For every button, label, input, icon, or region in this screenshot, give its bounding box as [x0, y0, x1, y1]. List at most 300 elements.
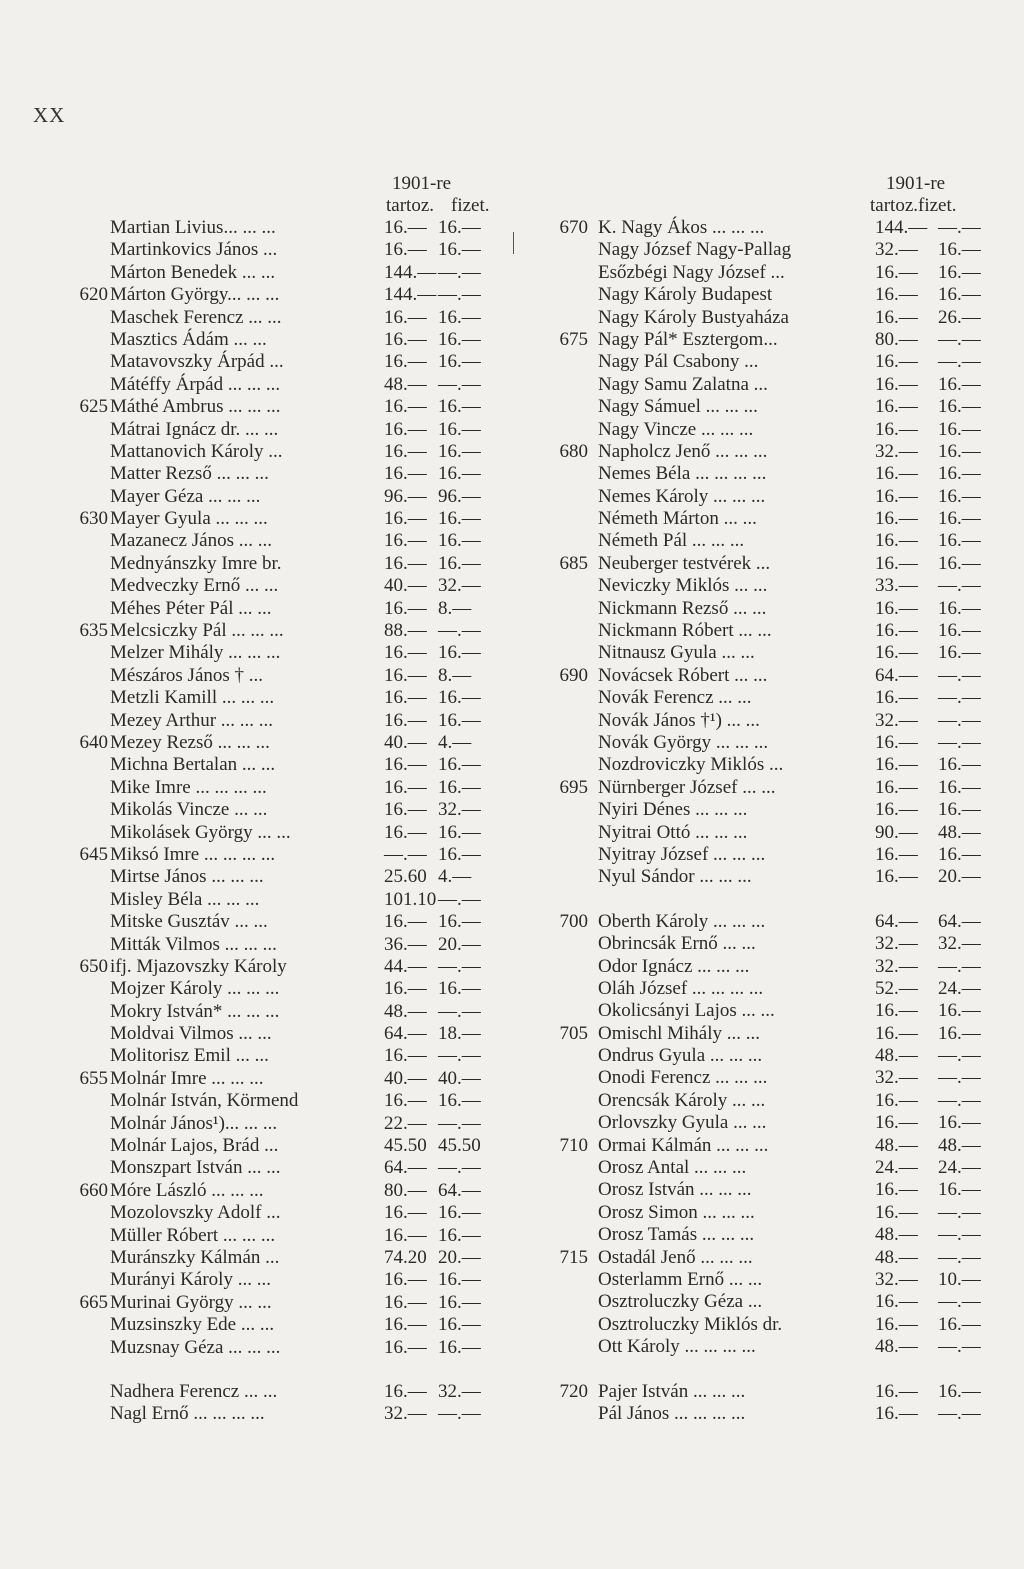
section-gap [552, 889, 992, 911]
entry-number: 655 [79, 1067, 108, 1089]
table-row [552, 1336, 992, 1358]
table-row [552, 732, 992, 754]
amount-paid: 8.— [438, 597, 472, 619]
amount-due: 16.— [875, 754, 918, 776]
table-row [76, 486, 496, 508]
member-name: Pajer István ... ... ... [598, 1380, 746, 1402]
member-name: Orosz Antal ... ... ... [598, 1157, 747, 1179]
header-year: 1901-re [886, 173, 946, 194]
amount-due: 16.— [384, 396, 427, 418]
member-name: Móre László ... ... ... [110, 1179, 264, 1201]
table-row [552, 239, 992, 261]
amount-due: 40.— [384, 731, 427, 753]
member-name: Nagl Ernő ... ... ... ... [110, 1403, 265, 1425]
right-entry-list [552, 217, 992, 1425]
amount-due: 16.— [384, 1291, 427, 1313]
amount-paid: 16.— [438, 687, 481, 709]
amount-paid: —.— [938, 687, 981, 709]
table-row [76, 1113, 496, 1135]
table-row [552, 1000, 992, 1022]
amount-paid: —.— [938, 1045, 981, 1067]
amount-paid: —.— [938, 664, 981, 686]
amount-paid: 16.— [438, 239, 481, 261]
entry-number: 630 [79, 508, 108, 530]
table-row [76, 351, 496, 373]
amount-due: 16.— [384, 1202, 427, 1224]
amount-paid: 26.— [938, 306, 981, 328]
table-row [76, 1337, 496, 1359]
table-row [76, 822, 496, 844]
amount-due: 16.— [384, 530, 427, 552]
table-row [76, 1068, 496, 1090]
amount-due: 16.— [384, 1336, 427, 1358]
amount-paid: 16.— [938, 1112, 981, 1134]
amount-due: 22.— [384, 1112, 427, 1134]
table-row [552, 396, 992, 418]
amount-due: 16.— [384, 1045, 427, 1067]
header-fizet: fizet. [451, 195, 490, 216]
table-row [76, 1023, 496, 1045]
amount-due: 16.— [384, 597, 427, 619]
member-name: Orencsák Károly ... ... [598, 1089, 766, 1111]
amount-paid: 16.— [938, 642, 981, 664]
member-name: Okolicsányi Lajos ... ... [598, 1000, 775, 1022]
amount-due: 32.— [384, 1403, 427, 1425]
table-row [76, 262, 496, 284]
amount-due: 16.— [384, 1090, 427, 1112]
table-row [76, 329, 496, 351]
amount-paid: 48.— [938, 821, 981, 843]
member-name: Martian Livius... ... ... [110, 217, 276, 238]
amount-due: 16.— [875, 597, 918, 619]
amount-paid: 16.— [438, 463, 481, 485]
member-name: Oberth Károly ... ... ... [598, 910, 766, 932]
table-row [76, 1314, 496, 1336]
amount-due: 16.— [875, 351, 918, 373]
table-row [76, 1180, 496, 1202]
member-name: Mattanovich Károly ... [110, 440, 283, 462]
amount-due: 16.— [384, 508, 427, 530]
member-name: Masztics Ádám ... ... [110, 328, 267, 350]
member-name: Molnár János¹)... ... ... [110, 1112, 278, 1134]
amount-due: 90.— [875, 821, 918, 843]
member-name: Mayer Géza ... ... ... [110, 485, 261, 507]
amount-due: 44.— [384, 955, 427, 977]
amount-paid: —.— [938, 1402, 981, 1424]
table-row [76, 866, 496, 888]
amount-due: 16.— [875, 373, 918, 395]
table-row [76, 911, 496, 933]
table-row [76, 799, 496, 821]
amount-paid: 16.— [938, 1313, 981, 1335]
entry-number: 620 [79, 284, 108, 306]
amount-paid: 24.— [938, 1157, 981, 1179]
amount-due: 88.— [384, 620, 427, 642]
table-row [76, 1135, 496, 1157]
amount-paid: 18.— [438, 1023, 481, 1045]
amount-due: 144.— [384, 284, 437, 306]
member-name: Márton Benedek ... ... [110, 261, 276, 283]
table-row [76, 598, 496, 620]
amount-paid: 16.— [438, 1224, 481, 1246]
left-column-header [76, 173, 496, 217]
table-row [552, 419, 992, 441]
amount-due: 16.— [875, 1313, 918, 1335]
amount-due: 16.— [384, 799, 427, 821]
amount-due: 16.— [875, 1291, 918, 1313]
amount-paid: 10.— [938, 1268, 981, 1290]
amount-due: 144.— [384, 261, 437, 283]
amount-paid: 16.— [438, 530, 481, 552]
amount-due: 32.— [875, 440, 918, 462]
member-name: Ormai Kálmán ... ... ... [598, 1134, 769, 1156]
amount-due: 16.— [384, 351, 427, 373]
member-name: Németh Pál ... ... ... [598, 530, 745, 552]
amount-paid: 16.— [938, 530, 981, 552]
table-row [76, 463, 496, 485]
amount-paid: 16.— [938, 261, 981, 283]
amount-due: 16.— [875, 1402, 918, 1424]
amount-paid: 16.— [938, 485, 981, 507]
right-column [552, 173, 992, 1425]
amount-due: 16.— [875, 687, 918, 709]
amount-due: 32.— [875, 1067, 918, 1089]
table-row [552, 822, 992, 844]
amount-paid: 16.— [938, 239, 981, 261]
table-row [552, 1381, 992, 1403]
entry-number: 715 [559, 1246, 588, 1268]
amount-due: 16.— [875, 1179, 918, 1201]
amount-due: 16.— [875, 1201, 918, 1223]
amount-due: 16.— [384, 418, 427, 440]
amount-paid: 16.— [938, 776, 981, 798]
member-name: Mokry István* ... ... ... [110, 1000, 280, 1022]
amount-paid: 16.— [438, 843, 481, 865]
amount-due: 16.— [875, 642, 918, 664]
table-row [552, 1202, 992, 1224]
amount-paid: 16.— [938, 440, 981, 462]
amount-paid: 20.— [438, 933, 481, 955]
table-row [552, 1314, 992, 1336]
amount-due: 32.— [875, 955, 918, 977]
entry-number: 690 [559, 664, 588, 686]
table-row [76, 217, 496, 239]
table-row [552, 1157, 992, 1179]
amount-paid: 16.— [938, 843, 981, 865]
member-name: Monszpart István ... ... [110, 1157, 281, 1179]
amount-due: 16.— [384, 978, 427, 1000]
amount-due: 16.— [384, 239, 427, 261]
amount-paid: 16.— [938, 1022, 981, 1044]
amount-paid: —.— [438, 1112, 481, 1134]
amount-due: 24.— [875, 1157, 918, 1179]
member-name: Nagy Pál* Esztergom... [598, 328, 778, 350]
amount-paid: 16.— [438, 754, 481, 776]
amount-due: 16.— [875, 620, 918, 642]
member-name: Nemes Béla ... ... ... ... [598, 463, 767, 485]
table-row [552, 486, 992, 508]
member-name: Neuberger testvérek ... [598, 552, 771, 574]
table-row [552, 911, 992, 933]
table-row [552, 933, 992, 955]
amount-paid: —.— [438, 955, 481, 977]
amount-due: 48.— [384, 1000, 427, 1022]
table-row [552, 956, 992, 978]
table-row [552, 665, 992, 687]
amount-paid: 16.— [438, 911, 481, 933]
amount-paid: 16.— [438, 418, 481, 440]
member-name: Melcsiczky Pál ... ... ... [110, 620, 284, 642]
amount-paid: —.— [938, 955, 981, 977]
amount-due: 16.— [875, 284, 918, 306]
amount-due: 16.— [875, 776, 918, 798]
table-row [76, 1292, 496, 1314]
table-row [76, 396, 496, 418]
amount-paid: 4.— [438, 731, 472, 753]
table-row [552, 777, 992, 799]
entry-number: 635 [79, 620, 108, 642]
amount-paid: 16.— [438, 642, 481, 664]
table-row [552, 575, 992, 597]
table-row [76, 889, 496, 911]
amount-paid: 16.— [438, 709, 481, 731]
amount-paid: —.— [938, 709, 981, 731]
amount-due: 40.— [384, 1067, 427, 1089]
member-name: Orlovszky Gyula ... ... [598, 1112, 767, 1134]
entry-number: 645 [79, 843, 108, 865]
member-name: Máthé Ambrus ... ... ... [110, 396, 281, 418]
member-name: Muzsinszky Ede ... ... [110, 1314, 275, 1336]
section-gap [552, 1359, 992, 1381]
amount-due: 16.— [384, 306, 427, 328]
header-year: 1901-re [392, 173, 452, 194]
amount-paid: 16.— [938, 1380, 981, 1402]
member-name: Nagy Samu Zalatna ... [598, 373, 768, 395]
amount-due: 16.— [384, 754, 427, 776]
amount-due: 101.10 [384, 888, 437, 910]
amount-paid: 64.— [938, 910, 981, 932]
amount-due: 16.— [875, 306, 918, 328]
table-row [76, 553, 496, 575]
amount-due: 16.— [875, 799, 918, 821]
table-row [552, 799, 992, 821]
table-row [552, 441, 992, 463]
table-row [552, 1112, 992, 1134]
member-name: Murányi Károly ... ... [110, 1269, 271, 1291]
member-name: Nagy Sámuel ... ... ... [598, 396, 758, 418]
amount-due: 16.— [384, 1314, 427, 1336]
amount-due: 52.— [875, 977, 918, 999]
amount-paid: 4.— [438, 866, 472, 888]
table-row [552, 710, 992, 732]
member-name: Molnár István, Körmend [110, 1090, 299, 1112]
amount-paid: —.— [438, 373, 481, 395]
entry-number: 685 [559, 552, 588, 574]
table-row [76, 575, 496, 597]
amount-due: 16.— [384, 1224, 427, 1246]
table-row [76, 1090, 496, 1112]
member-name: Osterlamm Ernő ... ... [598, 1268, 763, 1290]
amount-paid: 16.— [438, 217, 481, 238]
amount-due: 80.— [875, 328, 918, 350]
member-name: Mike Imre ... ... ... ... [110, 776, 267, 798]
table-row [552, 866, 992, 888]
table-row [552, 351, 992, 373]
amount-paid: —.— [938, 731, 981, 753]
amount-due: 16.— [875, 1380, 918, 1402]
amount-due: 48.— [875, 1246, 918, 1268]
entry-number: 675 [559, 328, 588, 350]
member-name: Mozolovszky Adolf ... [110, 1202, 281, 1224]
entry-number: 705 [559, 1022, 588, 1044]
table-row [552, 1179, 992, 1201]
amount-due: 16.— [384, 709, 427, 731]
amount-paid: —.— [438, 620, 481, 642]
amount-paid: 48.— [938, 1134, 981, 1156]
member-name: Mezey Rezső ... ... ... [110, 731, 270, 753]
member-name: Mitske Gusztáv ... ... [110, 911, 268, 933]
table-row [76, 284, 496, 306]
amount-paid: 24.— [938, 977, 981, 999]
amount-paid: 8.— [438, 664, 472, 686]
amount-paid: 16.— [938, 373, 981, 395]
amount-paid: 16.— [438, 552, 481, 574]
entry-number: 625 [79, 396, 108, 418]
table-row [552, 844, 992, 866]
member-name: Mészáros János † ... [110, 664, 264, 686]
amount-due: 16.— [875, 261, 918, 283]
table-row [552, 1247, 992, 1269]
amount-paid: —.— [938, 1089, 981, 1111]
amount-paid: —.— [938, 1067, 981, 1089]
amount-due: 16.— [384, 440, 427, 462]
member-name: Nyitray József ... ... ... [598, 843, 766, 865]
entry-number: 710 [559, 1134, 588, 1156]
member-name: Novácsek Róbert ... ... [598, 664, 768, 686]
table-row [76, 978, 496, 1000]
amount-paid: —.— [938, 1224, 981, 1246]
amount-paid: 16.— [438, 306, 481, 328]
amount-due: 16.— [875, 1112, 918, 1134]
table-row [552, 687, 992, 709]
member-name: Nickmann Rezső ... ... [598, 597, 767, 619]
table-row [552, 754, 992, 776]
member-name: Nagy Pál Csabony ... [598, 351, 759, 373]
table-row [76, 710, 496, 732]
amount-due: 45.50 [384, 1135, 427, 1157]
member-name: Neviczky Miklós ... ... [598, 575, 768, 597]
table-row [76, 441, 496, 463]
member-name: Molnár Lajos, Brád ... [110, 1135, 279, 1157]
member-name: Novák György ... ... ... [598, 731, 769, 753]
amount-due: 16.— [875, 463, 918, 485]
amount-due: 16.— [384, 911, 427, 933]
member-name: Esőzbégi Nagy József ... [598, 261, 785, 283]
amount-due: 16.— [875, 731, 918, 753]
member-name: Oláh József ... ... ... ... [598, 977, 764, 999]
member-name: Mitták Vilmos ... ... ... [110, 933, 277, 955]
table-row [76, 1157, 496, 1179]
table-row [552, 642, 992, 664]
amount-due: —.— [384, 843, 427, 865]
member-name: Mazanecz János ... ... [110, 530, 272, 552]
table-row [76, 1269, 496, 1291]
table-row [552, 262, 992, 284]
amount-paid: 64.— [438, 1179, 481, 1201]
member-name: Mezey Arthur ... ... ... [110, 709, 274, 731]
amount-paid: 16.— [938, 799, 981, 821]
amount-paid: 16.— [938, 463, 981, 485]
amount-paid: 16.— [438, 1291, 481, 1313]
amount-due: 48.— [875, 1134, 918, 1156]
table-row [552, 1269, 992, 1291]
amount-paid: 16.— [938, 597, 981, 619]
amount-paid: 16.— [438, 1336, 481, 1358]
amount-paid: 40.— [438, 1067, 481, 1089]
entry-number: 700 [559, 910, 588, 932]
member-name: Németh Márton ... ... [598, 508, 757, 530]
amount-paid: 20.— [438, 1246, 481, 1268]
member-name: Matter Rezső ... ... ... [110, 463, 269, 485]
member-name: Melzer Mihály ... ... ... [110, 642, 281, 664]
member-name: Molnár Imre ... ... ... [110, 1067, 264, 1089]
entry-number: 670 [559, 217, 588, 238]
member-name: Napholcz Jenő ... ... ... [598, 440, 768, 462]
member-name: Nitnausz Gyula ... ... [598, 642, 755, 664]
member-name: Nickmann Róbert ... ... [598, 620, 772, 642]
member-name: Osztroluczky Géza ... [598, 1291, 763, 1313]
table-row [552, 553, 992, 575]
table-row [76, 956, 496, 978]
member-name: Novák Ferencz ... ... [598, 687, 752, 709]
amount-paid: —.— [438, 1157, 481, 1179]
amount-due: 16.— [875, 552, 918, 574]
table-row [76, 844, 496, 866]
amount-due: 32.— [875, 933, 918, 955]
table-row [552, 1403, 992, 1425]
amount-paid: —.— [438, 1403, 481, 1425]
member-name: Mikolás Vincze ... ... [110, 799, 268, 821]
amount-paid: 16.— [438, 328, 481, 350]
member-name: ifj. Mjazovszky Károly [110, 955, 287, 977]
amount-paid: 20.— [938, 866, 981, 888]
amount-due: 16.— [875, 866, 918, 888]
table-row [76, 1381, 496, 1403]
amount-due: 36.— [384, 933, 427, 955]
amount-due: 32.— [875, 709, 918, 731]
amount-paid: 32.— [938, 933, 981, 955]
amount-paid: 16.— [938, 284, 981, 306]
amount-due: 33.— [875, 575, 918, 597]
table-row [552, 1045, 992, 1067]
member-name: Orosz István ... ... ... [598, 1179, 752, 1201]
amount-due: 32.— [875, 1268, 918, 1290]
table-row [552, 307, 992, 329]
amount-due: 64.— [875, 910, 918, 932]
table-row [552, 598, 992, 620]
amount-due: 16.— [384, 776, 427, 798]
amount-due: 64.— [875, 664, 918, 686]
member-name: Pál János ... ... ... ... [598, 1402, 746, 1424]
amount-due: 16.— [875, 1089, 918, 1111]
member-name: Mikolásek György ... ... [110, 821, 291, 843]
amount-paid: 16.— [938, 396, 981, 418]
amount-due: 16.— [384, 328, 427, 350]
table-row [76, 687, 496, 709]
amount-paid: —.— [938, 328, 981, 350]
amount-paid: —.— [938, 1246, 981, 1268]
member-name: Orosz Tamás ... ... ... [598, 1224, 755, 1246]
